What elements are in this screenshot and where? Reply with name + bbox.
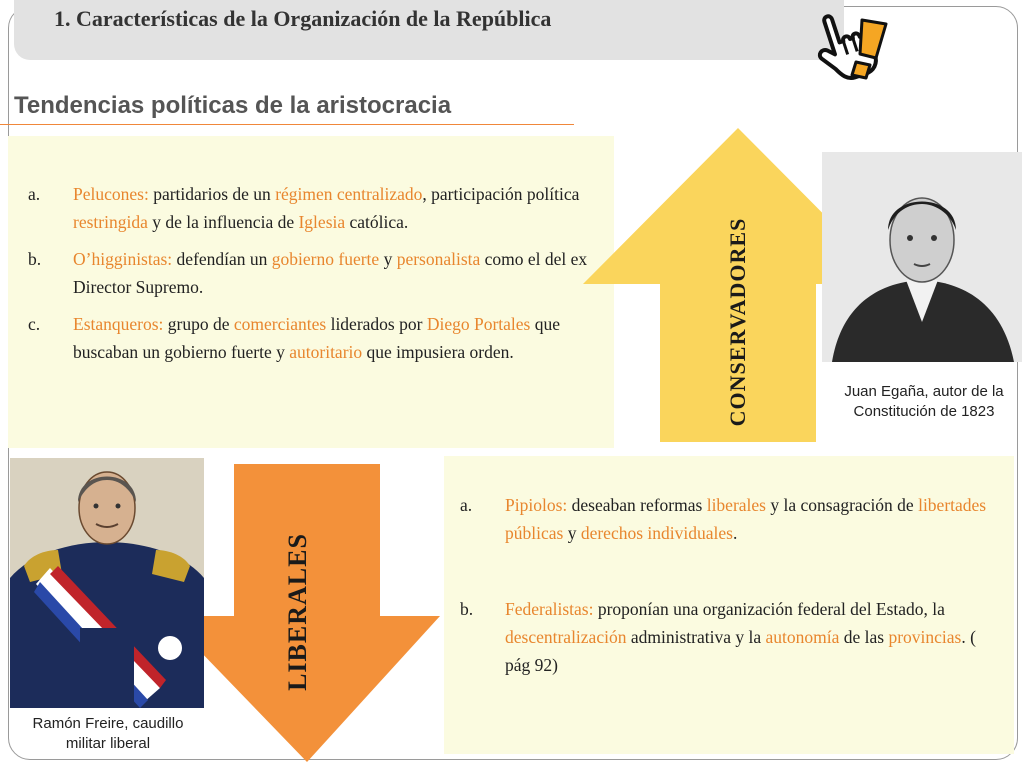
caption-line: Juan Egaña, autor de la — [844, 383, 1004, 400]
highlighted-term: derechos individuales — [580, 523, 733, 543]
page-title: 1. Características de la Organización de la República — [54, 6, 552, 31]
text-run: . ( pág 92) — [505, 627, 976, 675]
liberales-label: LIBERALES — [283, 533, 312, 691]
text-run: como el del ex Director Supremo. — [73, 249, 588, 297]
list-marker: c. — [28, 314, 41, 334]
text-run: partidarios de un — [148, 184, 276, 204]
highlighted-term: Estanqueros: — [73, 314, 164, 334]
list-marker: b. — [460, 599, 474, 619]
text-run: que impusiera orden. — [362, 342, 514, 362]
highlighted-term: restringida — [73, 212, 148, 232]
highlighted-term: O’higginistas: — [73, 249, 173, 269]
list-marker: b. — [28, 249, 42, 269]
text-run: de las — [839, 627, 889, 647]
highlighted-term: libertades públicas — [505, 495, 987, 543]
ramon-freire-portrait — [10, 458, 204, 708]
caption-line: Constitución de 1823 — [853, 403, 995, 420]
conservadores-label: CONSERVADORES — [725, 217, 750, 427]
list-marker: a. — [460, 495, 473, 515]
highlighted-term: Iglesia — [298, 212, 346, 232]
highlighted-term: Diego Portales — [426, 314, 531, 334]
text-run: grupo de — [163, 314, 234, 334]
section-subtitle: Tendencias políticas de la aristocracia — [14, 92, 452, 119]
text-run: liderados por — [326, 314, 427, 334]
text-run: . — [732, 523, 738, 543]
text-run: católica. — [345, 212, 409, 232]
highlighted-term: autonomía — [765, 627, 840, 647]
list-marker: a. — [28, 184, 41, 204]
juan-egana-caption — [824, 382, 1024, 422]
juan-egana-portrait — [822, 152, 1022, 362]
text-run: proponían una organización federal del Estado, la — [593, 599, 945, 619]
highlighted-term: régimen centralizado — [275, 184, 423, 204]
caption-line: Ramón Freire, caudillo — [32, 715, 184, 732]
highlighted-term: liberales — [706, 495, 766, 515]
text-run: que buscaban un gobierno fuerte y — [73, 314, 560, 362]
text-run: defendían un — [172, 249, 272, 269]
highlighted-term: comerciantes — [233, 314, 327, 334]
highlighted-term: Pelucones: — [73, 184, 149, 204]
text-run: y de la influencia de — [147, 212, 299, 232]
highlighted-term: Pipiolos: — [505, 495, 568, 515]
text-run: deseaban reformas — [567, 495, 707, 515]
text-run: y la consagración de — [765, 495, 919, 515]
text-run: y — [563, 523, 581, 543]
ramon-freire-caption — [14, 714, 202, 754]
highlighted-term: autoritario — [289, 342, 363, 362]
highlighted-term: personalista — [396, 249, 481, 269]
text-run: y — [379, 249, 397, 269]
highlighted-term: Federalistas: — [505, 599, 594, 619]
text-run: , participación política — [422, 184, 580, 204]
highlighted-term: provincias — [888, 627, 962, 647]
caption-line: militar liberal — [65, 735, 151, 752]
highlighted-term: gobierno fuerte — [271, 249, 380, 269]
text-run: administrativa y la — [626, 627, 766, 647]
highlighted-term: descentralización — [505, 627, 627, 647]
